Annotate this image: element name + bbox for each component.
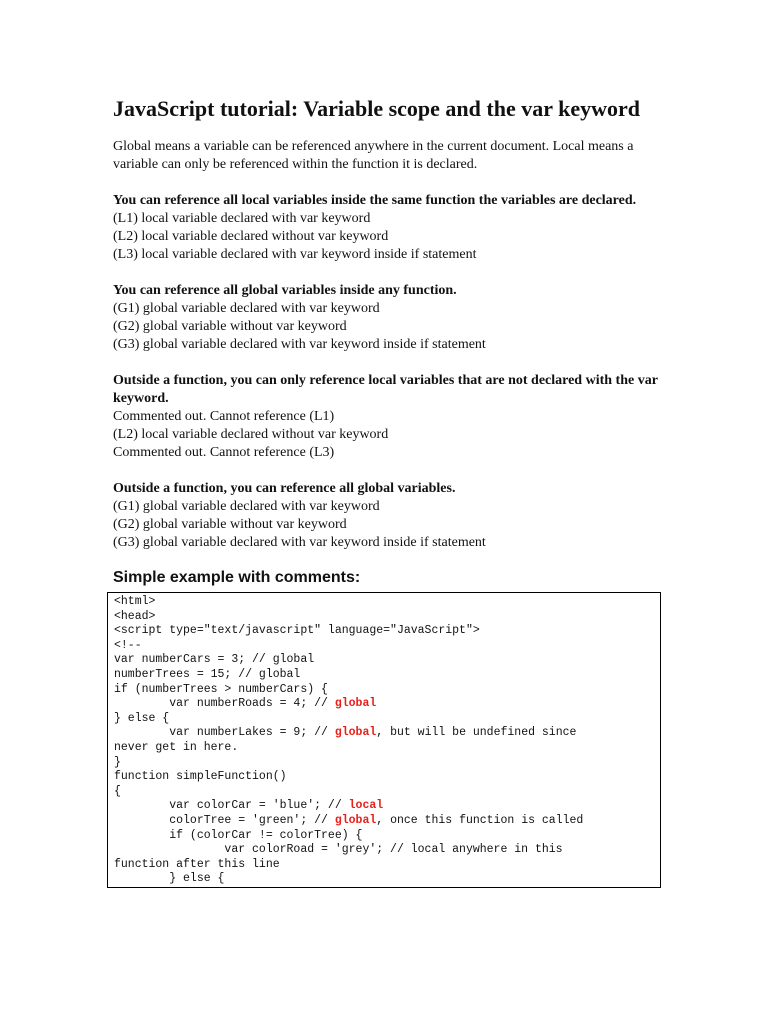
section-line: (L2) local variable declared without var keyword xyxy=(113,427,389,442)
section-line: (G3) global variable declared with var keyword inside if statement xyxy=(113,337,486,352)
section-line: (L3) local variable declared with var keyword inside if statement xyxy=(113,247,477,262)
section-lead: You can reference all local variables inside the same function the variables are declared. xyxy=(113,193,637,208)
code-highlight: global xyxy=(334,726,377,740)
scope-section-global-inside xyxy=(113,282,668,354)
code-example-box xyxy=(107,592,661,888)
section-line: (L2) local variable declared without var keyword xyxy=(113,229,389,244)
code-line: never get in here. xyxy=(114,740,239,754)
intro-paragraph: Global means a variable can be referenced anywhere in the current document. Local means a variable can only be referenced within the function it is declared. xyxy=(113,139,634,172)
code-line: { xyxy=(114,784,121,798)
code-line: } else { xyxy=(114,711,170,725)
section-line: Commented out. Cannot reference (L1) xyxy=(113,409,335,424)
section-lead: Outside a function, you can only reference local variables that are not declared with the var keyword. xyxy=(113,373,658,406)
scope-section-global-outside xyxy=(113,480,668,552)
section-line: (G1) global variable declared with var keyword xyxy=(113,301,380,316)
code-line: colorTree = 'green'; // global, once this function is called xyxy=(114,813,584,827)
example-heading: Simple example with comments: xyxy=(113,569,361,586)
code-line: } else { xyxy=(114,872,225,886)
section-line: (G3) global variable declared with var keyword inside if statement xyxy=(113,535,486,550)
code-line: function simpleFunction() xyxy=(114,770,287,784)
code-line: } xyxy=(114,755,121,769)
scope-section-local-inside xyxy=(113,192,668,264)
code-highlight: global xyxy=(334,697,377,711)
section-lead: You can reference all global variables inside any function. xyxy=(113,283,457,298)
code-line: if (colorCar != colorTree) { xyxy=(114,828,363,842)
code-highlight: local xyxy=(348,799,384,813)
section-lead: Outside a function, you can reference all global variables. xyxy=(113,481,456,496)
code-line: numberTrees = 15; // global xyxy=(114,667,301,681)
section-line: (L1) local variable declared with var keyword xyxy=(113,211,371,226)
code-line: var numberRoads = 4; // global xyxy=(114,697,377,711)
code-line: function after this line xyxy=(114,857,280,871)
section-line: (G2) global variable without var keyword xyxy=(113,319,347,334)
code-line: <html> xyxy=(114,595,156,608)
scope-section-local-outside xyxy=(113,372,668,462)
page-title: JavaScript tutorial: Variable scope and the var keyword xyxy=(113,96,640,121)
code-line: var colorCar = 'blue'; // local xyxy=(114,799,384,813)
section-line: (G2) global variable without var keyword xyxy=(113,517,347,532)
section-line: Commented out. Cannot reference (L3) xyxy=(113,445,335,460)
code-line: <!-- xyxy=(114,638,142,652)
code-line: var colorRoad = 'grey'; // local anywhere in this xyxy=(114,843,563,857)
code-line: <script type="text/javascript" language="JavaScript"> xyxy=(114,624,480,638)
section-line: (G1) global variable declared with var keyword xyxy=(113,499,380,514)
code-line: <head> xyxy=(114,609,156,623)
code-highlight: global xyxy=(334,813,377,827)
code-line: var numberLakes = 9; // global, but will be undefined since xyxy=(114,726,577,740)
code-line: if (numberTrees > numberCars) { xyxy=(114,682,328,696)
code-line: var numberCars = 3; // global xyxy=(114,653,315,667)
